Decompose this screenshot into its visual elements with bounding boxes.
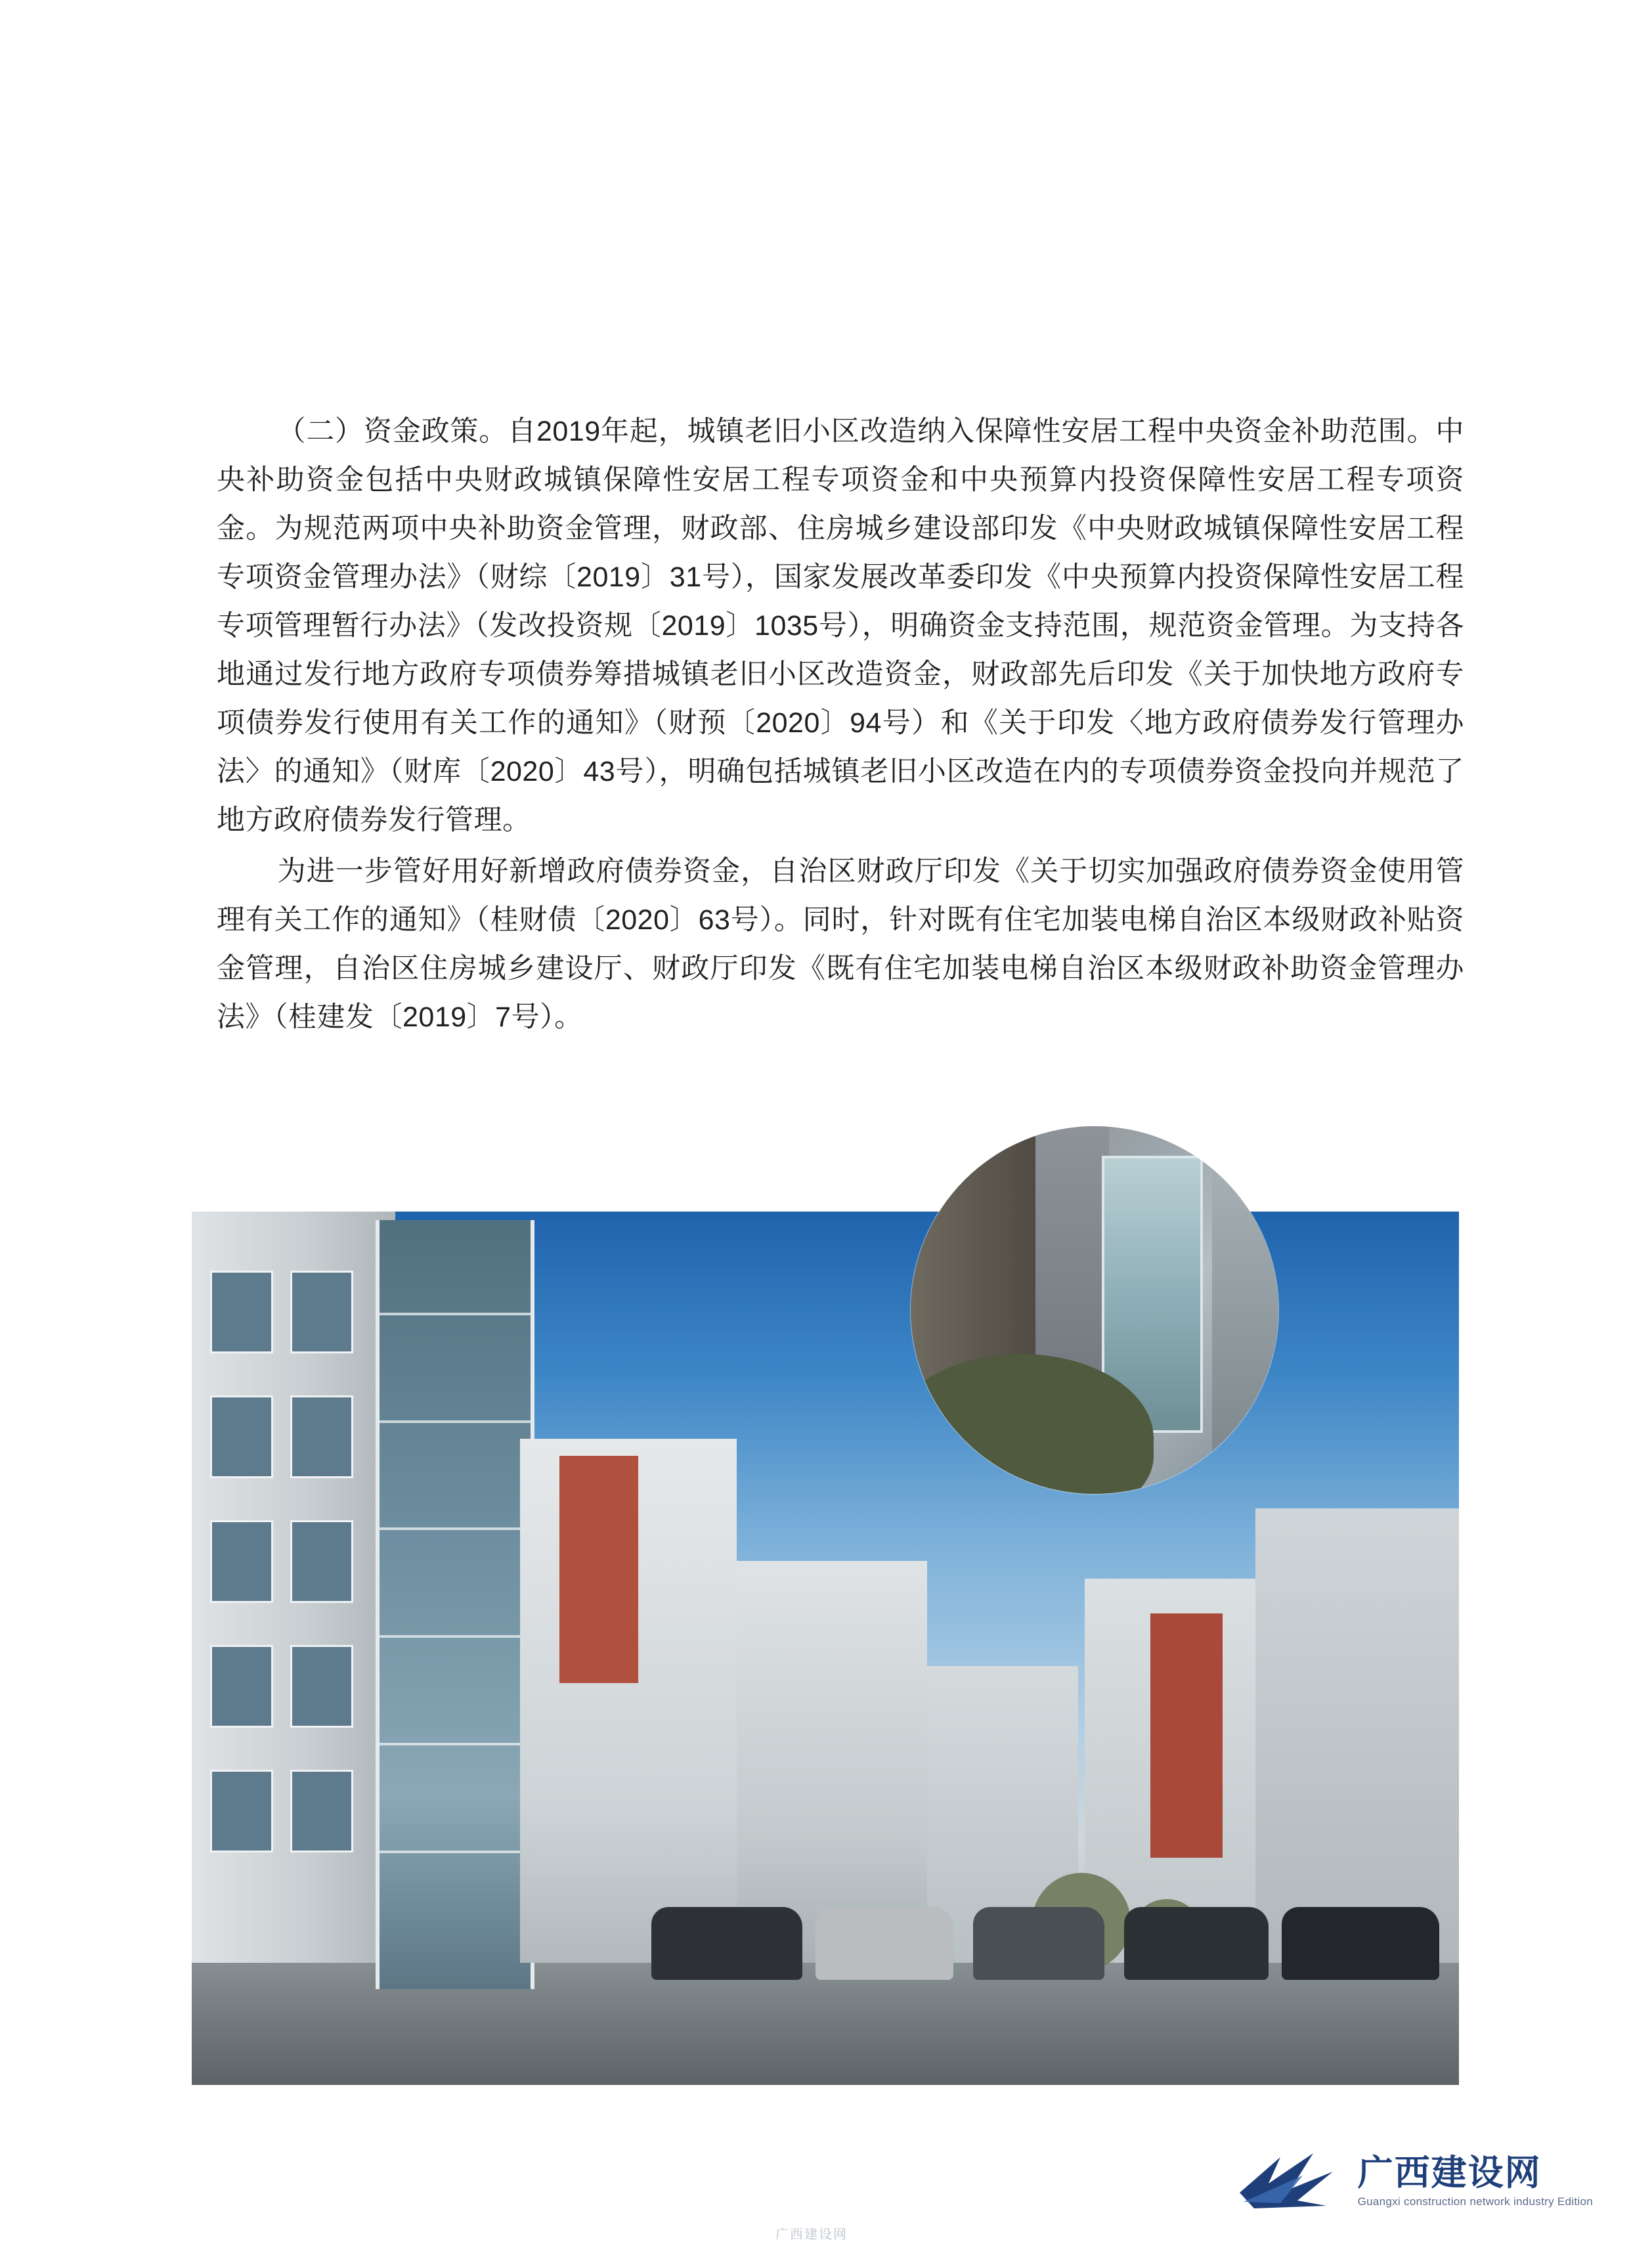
- building-right-red-panel: [1150, 1613, 1223, 1858]
- inset-building-right: [1212, 1163, 1278, 1457]
- mullion: [380, 1313, 531, 1315]
- footer-logo-en: Guangxi construction network industry Edition: [1357, 2195, 1593, 2208]
- paragraph-1: [217, 407, 1464, 844]
- window: [290, 1520, 353, 1603]
- car: [815, 1907, 953, 1981]
- mullion: [380, 1851, 531, 1853]
- mullion: [380, 1527, 531, 1530]
- article-body: [217, 407, 1464, 1041]
- footer-logo-cn: 广西建设网: [1357, 2153, 1542, 2193]
- footer-logo: [1234, 2145, 1593, 2218]
- mullion: [380, 1635, 531, 1638]
- footer-logo-text: [1358, 2155, 1593, 2209]
- mullion: [380, 1420, 531, 1423]
- window: [210, 1770, 273, 1852]
- car: [1124, 1907, 1269, 1981]
- mullion: [380, 1743, 531, 1745]
- paragraph-2: [217, 847, 1464, 1041]
- car: [651, 1907, 802, 1981]
- inset-photo: [911, 1126, 1278, 1494]
- window: [210, 1520, 273, 1603]
- window: [210, 1645, 273, 1728]
- watermark-text: 广西建设网: [775, 2227, 848, 2242]
- car: [1282, 1907, 1439, 1981]
- figure-block: [192, 1212, 1459, 2085]
- building-left: [192, 1212, 395, 1963]
- paragraph-1-text: （二）资金政策。自2019年起，城镇老旧小区改造纳入保障性安居工程中央资金补助范围。中央补助资金包括中央财政城镇保障性安居工程专项资金和中央预算内投资保障性安居工程专项资金。为规范两项中央补助资金管理，财政部、住房城乡建设部印发《中央财政城镇保障性安居工程专项资金管理办法》（财综〔2019〕31号），国家发展改革委印发《中央预算内投资保障性安居工程专项管理暂行办法》（发改投资规〔2019〕1035号），明确资金支持范围，规范资金管理。为支持各地通过发行地方政府专项债券筹措城镇老旧小区改造资金，财政部先后印发《关于加快地方政府专项债券发行使用有关工作的通知》（财预〔2020〕94号）和《关于印发〈地方政府债券发行管理办法〉的通知》（财库〔2020〕43号），明确包括城镇老旧小区改造在内的专项债券资金投向并规范了地方政府债券发行管理。: [217, 416, 1464, 836]
- star-logo-icon: [1234, 2145, 1346, 2218]
- window: [290, 1271, 353, 1353]
- building-red-panel: [559, 1456, 638, 1683]
- window: [290, 1770, 353, 1852]
- window: [210, 1395, 273, 1478]
- paragraph-2-text: 为进一步管好用好新增政府债券资金，自治区财政厅印发《关于切实加强政府债券资金使用管理有关工作的通知》（桂财债〔2020〕63号）。同时，针对既有住宅加装电梯自治区本级财政补贴资金管理，自治区住房城乡建设厅、财政厅印发《既有住宅加装电梯自治区本级财政补助资金管理办法》（桂建发〔2019〕7号）。: [217, 856, 1464, 1033]
- window: [210, 1271, 273, 1353]
- car: [973, 1907, 1104, 1981]
- parked-cars: [192, 1875, 1459, 1981]
- glass-elevator-shaft: [376, 1220, 534, 1988]
- window: [290, 1645, 353, 1728]
- window: [290, 1395, 353, 1478]
